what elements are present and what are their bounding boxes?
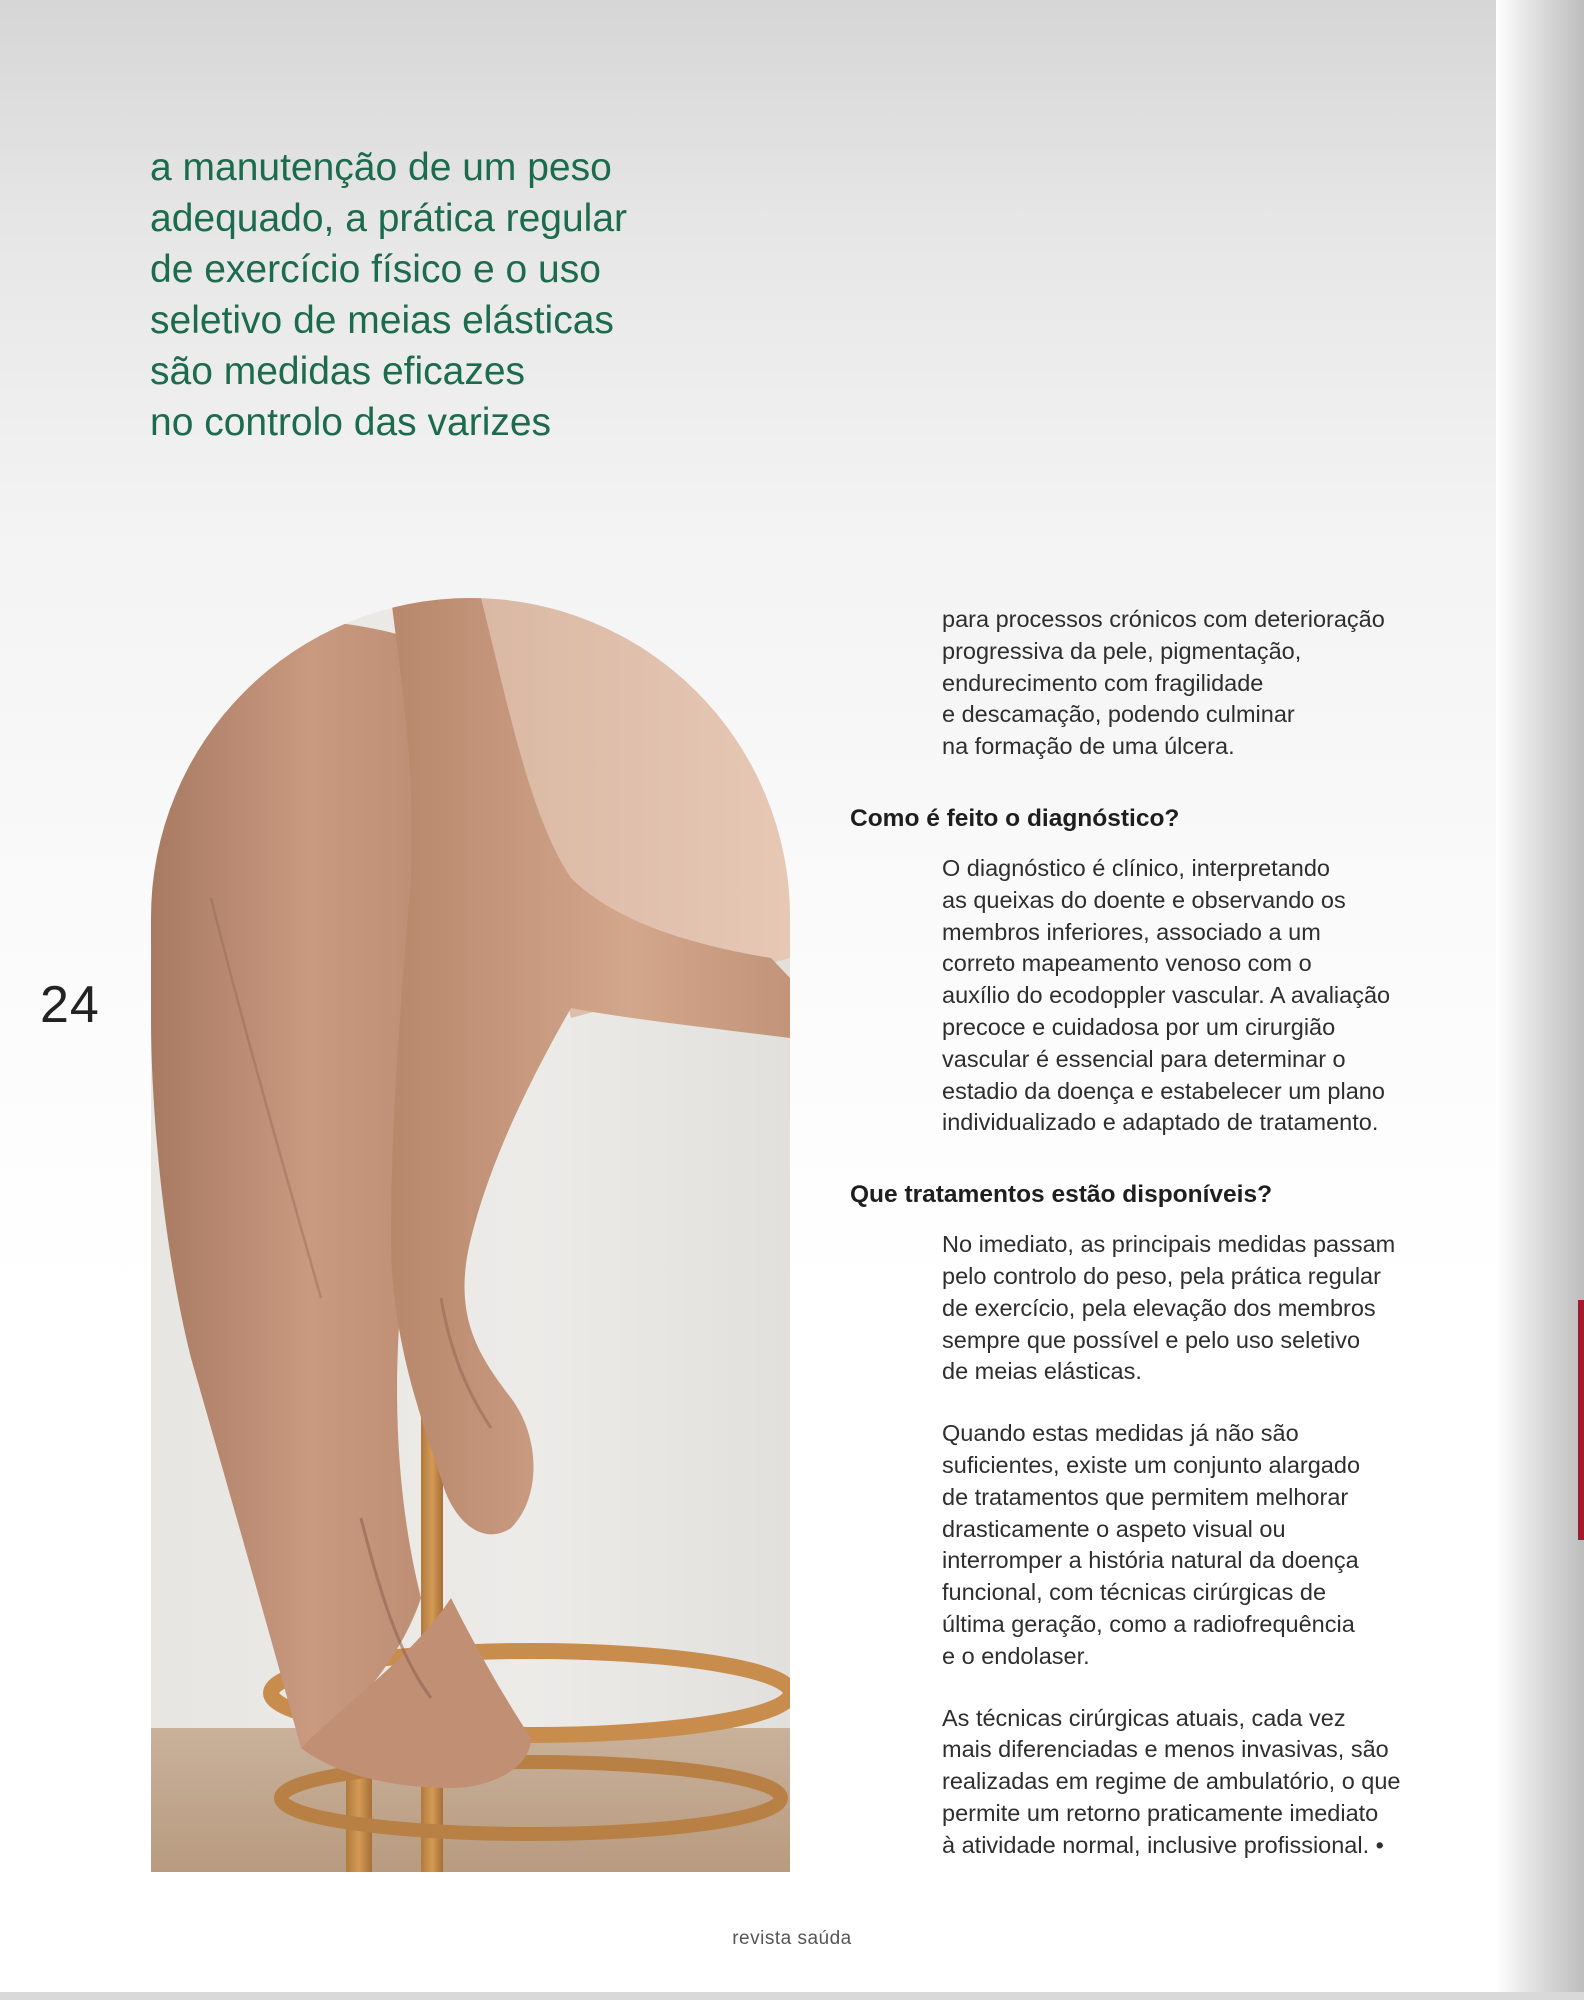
text-line: precoce e cuidadosa por um cirurgião [942, 1013, 1336, 1040]
text-line: mais diferenciadas e menos invasivas, são [942, 1736, 1389, 1763]
treatments-paragraph-1 [942, 1229, 1490, 1388]
text-line: interromper a história natural da doença [942, 1547, 1359, 1574]
intro-paragraph [942, 604, 1490, 763]
pull-quote-line: são medidas eficazes [150, 350, 526, 393]
pull-quote [150, 142, 770, 448]
text-line: de tratamentos que permitem melhorar [942, 1483, 1349, 1510]
legs-illustration [151, 598, 790, 1872]
text-line: suficientes, existe um conjunto alargado [942, 1451, 1361, 1478]
text-line: No imediato, as principais medidas passam [942, 1231, 1396, 1258]
text-line: sempre que possível e pelo uso seletivo [942, 1326, 1361, 1353]
article-body [850, 604, 1490, 1862]
text-line: estadio da doença e estabelecer um plano [942, 1077, 1385, 1104]
text-line: vascular é essencial para determinar o [942, 1045, 1346, 1072]
treatments-paragraph-2 [942, 1418, 1490, 1672]
page-fold-edge [1496, 0, 1584, 2000]
page-bottom-edge [0, 1992, 1584, 2000]
text-line: correto mapeamento venoso com o [942, 950, 1312, 977]
text-line: para processos crónicos com deterioração [942, 606, 1385, 632]
text-line: de exercício, pela elevação dos membros [942, 1294, 1376, 1321]
text-line: na formação de uma úlcera. [942, 733, 1235, 760]
text-line: auxílio do ecodoppler vascular. A avaliação [942, 982, 1391, 1009]
text-line: pelo controlo do peso, pela prática regular [942, 1262, 1381, 1289]
text-line: permite um retorno praticamente imediato [942, 1799, 1379, 1826]
text-line: e o endolaser. [942, 1642, 1090, 1669]
text-line: individualizado e adaptado de tratamento. [942, 1109, 1379, 1136]
pull-quote-line: de exercício físico e o uso [150, 248, 601, 291]
section-heading-treatments: Que tratamentos estão disponíveis? [850, 1181, 1273, 1209]
pull-quote-line: adequado, a prática regular [150, 197, 628, 240]
text-line: à atividade normal, inclusive profissional. • [942, 1831, 1384, 1858]
text-line: funcional, com técnicas cirúrgicas de [942, 1579, 1327, 1606]
text-line: endurecimento com fragilidade [942, 669, 1264, 696]
pull-quote-line: seletivo de meias elásticas [150, 299, 614, 342]
pull-quote-line: a manutenção de um peso [150, 146, 612, 189]
text-line: última geração, como a radiofrequência [942, 1610, 1355, 1637]
text-line: O diagnóstico é clínico, interpretando [942, 854, 1330, 881]
treatments-paragraph-3 [942, 1703, 1490, 1862]
text-line: As técnicas cirúrgicas atuais, cada vez [942, 1704, 1346, 1731]
legs-photo [151, 598, 790, 1872]
page-number: 24 [40, 976, 100, 1034]
text-line: as queixas do doente e observando os [942, 886, 1346, 913]
pull-quote-line: no controlo das varizes [150, 401, 552, 444]
page-edge-accent [1578, 1300, 1584, 1540]
diagnosis-paragraph [942, 853, 1490, 1139]
magazine-footer: revista saúda [732, 1928, 852, 1949]
text-line: e descamação, podendo culminar [942, 701, 1295, 728]
text-line: realizadas em regime de ambulatório, o que [942, 1768, 1401, 1795]
text-line: Quando estas medidas já não são [942, 1420, 1299, 1447]
section-heading-diagnosis: Como é feito o diagnóstico? [850, 804, 1180, 832]
text-line: membros inferiores, associado a um [942, 918, 1321, 945]
text-line: de meias elásticas. [942, 1358, 1142, 1385]
text-line: progressiva da pele, pigmentação, [942, 637, 1302, 664]
text-line: drasticamente o aspeto visual ou [942, 1515, 1286, 1542]
